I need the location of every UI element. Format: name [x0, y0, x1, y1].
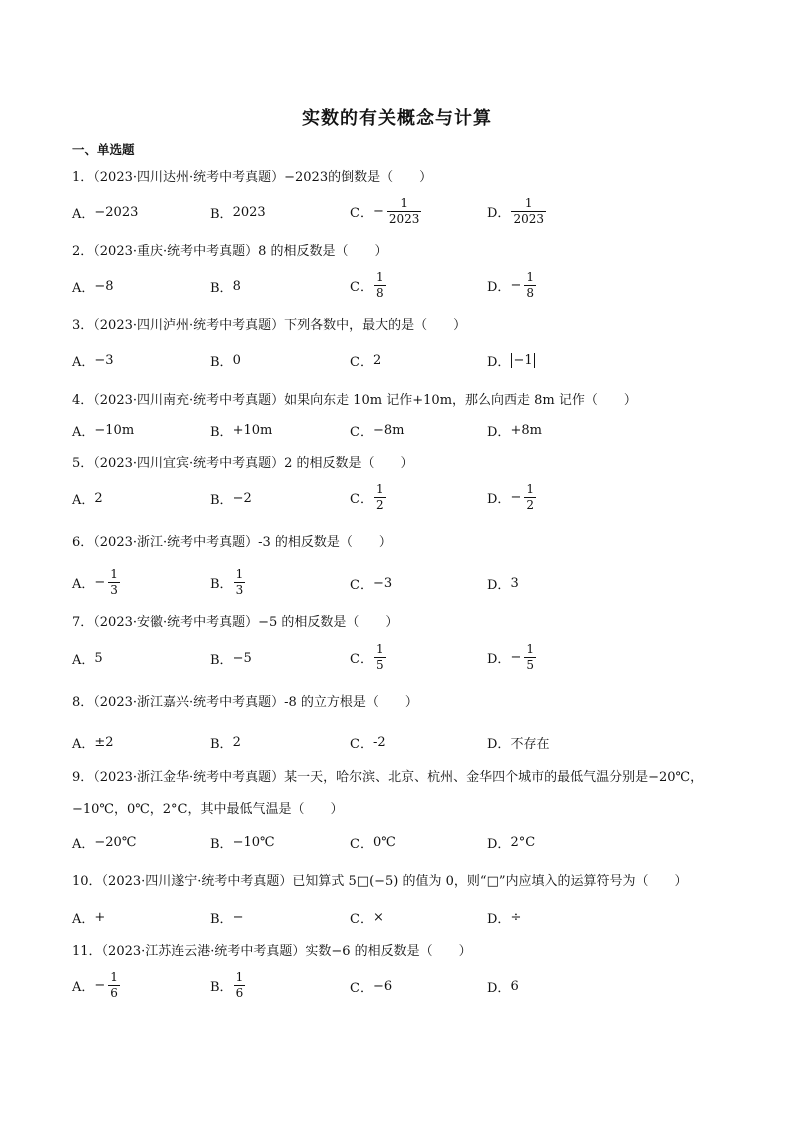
option-value — [510, 197, 546, 226]
option-d[interactable] — [487, 733, 549, 752]
fraction-numerator: 1 — [235, 970, 244, 984]
option-label: A． — [72, 355, 95, 370]
option-d[interactable] — [487, 483, 536, 512]
option-label: C． — [350, 737, 373, 752]
option-label: C． — [350, 578, 373, 593]
fraction-denominator: 2 — [526, 498, 534, 512]
option-a[interactable] — [72, 203, 138, 222]
option-value — [373, 643, 386, 672]
option-value — [233, 971, 246, 1000]
option-value — [94, 491, 102, 506]
fraction-numerator: 1 — [400, 196, 408, 210]
option-value — [94, 423, 134, 438]
option-value — [510, 835, 535, 850]
minus-sign: − — [510, 278, 522, 293]
option-label: C． — [350, 206, 373, 221]
option-c[interactable] — [350, 197, 421, 226]
option-b[interactable] — [210, 277, 241, 296]
option-b[interactable] — [210, 203, 266, 222]
option-value — [94, 835, 136, 850]
option-a[interactable] — [72, 351, 114, 370]
option-text: −2 — [232, 491, 252, 506]
question-stem: 7．（2023·安徽·统考中考真题）−5 的相反数是（ ） — [72, 615, 399, 630]
option-label: D． — [487, 280, 511, 295]
option-a[interactable] — [72, 489, 103, 508]
option-value — [510, 353, 535, 368]
option-text: −3 — [372, 576, 393, 591]
option-text: × — [372, 910, 384, 925]
option-c[interactable] — [350, 908, 384, 927]
option-a[interactable] — [72, 971, 120, 1000]
option-b[interactable] — [210, 971, 245, 1000]
option-text: ±2 — [94, 735, 114, 750]
option-value — [233, 568, 246, 597]
question-stem: 10．（2023·四川遂宁·统考中考真题）已知算式 5□(−5) 的值为 0，则“□”内应填入的运算符号为（ ） — [72, 874, 688, 889]
fraction-numerator: 1 — [526, 482, 534, 496]
option-value — [94, 279, 113, 294]
option-value — [373, 979, 392, 994]
option-value — [373, 353, 381, 368]
option-text: 5 — [94, 651, 103, 666]
option-label: B． — [210, 281, 233, 296]
option-label: A． — [72, 737, 95, 752]
option-c[interactable] — [350, 574, 392, 593]
option-label: C． — [350, 912, 373, 927]
option-d[interactable] — [487, 197, 546, 226]
option-value — [373, 576, 392, 591]
option-label: B． — [210, 837, 233, 852]
option-d[interactable] — [487, 833, 535, 852]
option-c[interactable] — [350, 351, 381, 370]
option-value — [510, 423, 542, 438]
option-text: 0 — [232, 353, 241, 368]
option-label: C． — [350, 981, 373, 996]
fraction — [108, 971, 120, 1000]
option-c[interactable] — [350, 977, 392, 996]
fraction — [524, 483, 536, 512]
option-value — [94, 568, 120, 597]
fraction — [234, 568, 246, 597]
fraction — [108, 568, 120, 597]
option-label: D． — [487, 578, 511, 593]
option-label: A． — [72, 281, 95, 296]
option-label: C． — [350, 355, 373, 370]
fraction-numerator: 1 — [110, 970, 118, 984]
option-label: D． — [487, 981, 511, 996]
option-value — [510, 483, 536, 512]
option-value — [373, 735, 386, 750]
option-label: D． — [487, 355, 511, 370]
option-b[interactable] — [210, 421, 272, 440]
question-stem: 3．（2023·四川泸州·统考中考真题）下列各数中，最大的是（ ） — [72, 318, 467, 333]
question-stem: 2．（2023·重庆·统考中考真题）8 的相反数是（ ） — [72, 244, 388, 259]
option-a[interactable] — [72, 908, 105, 927]
option-a[interactable] — [72, 833, 136, 852]
option-label: A． — [72, 912, 95, 927]
option-a[interactable] — [72, 733, 114, 752]
option-label: A． — [72, 837, 95, 852]
option-text: 6 — [510, 979, 519, 994]
abs-bar-right — [534, 353, 535, 368]
question-stem: 1．（2023·四川达州·统考中考真题）−2023的倒数是（ ） — [72, 170, 433, 185]
option-value — [94, 735, 113, 750]
option-value — [510, 643, 536, 672]
option-value — [373, 483, 386, 512]
fraction-denominator: 5 — [526, 658, 534, 672]
fraction-numerator: 1 — [375, 642, 384, 656]
option-text: − — [232, 910, 244, 925]
option-text: +8m — [510, 423, 542, 438]
option-value — [373, 271, 386, 300]
option-label: A． — [72, 980, 95, 995]
option-label: A． — [72, 207, 95, 222]
option-label: C． — [350, 492, 373, 507]
option-label: B． — [210, 980, 233, 995]
fraction-numerator: 1 — [526, 642, 534, 656]
fraction — [387, 197, 422, 226]
fraction — [234, 971, 246, 1000]
option-text: −10m — [94, 423, 135, 438]
question-stem: 8．（2023·浙江嘉兴·统考中考真题）-8 的立方根是（ ） — [72, 695, 418, 710]
option-label: D． — [487, 737, 511, 752]
option-value — [233, 835, 275, 850]
option-a[interactable] — [72, 421, 134, 440]
option-c[interactable] — [350, 733, 386, 752]
option-label: C． — [350, 280, 373, 295]
option-label: C． — [350, 425, 373, 440]
option-text: −3 — [94, 353, 114, 368]
option-c[interactable] — [350, 833, 396, 852]
fraction — [374, 643, 386, 672]
option-label: A． — [72, 653, 95, 668]
option-value — [510, 910, 521, 925]
option-text: 2 — [94, 491, 103, 506]
option-value — [94, 971, 120, 1000]
option-a[interactable] — [72, 277, 114, 296]
minus-sign: − — [510, 490, 522, 505]
fraction-numerator: 1 — [235, 567, 244, 581]
option-text: 8 — [232, 279, 241, 294]
question-stem: 11．（2023·江苏连云港·统考中考真题）实数−6 的相反数是（ ） — [72, 944, 472, 959]
option-text: ÷ — [510, 910, 522, 925]
option-text: 不存在 — [510, 737, 550, 752]
option-text: −2023 — [94, 205, 139, 220]
option-text: -2 — [372, 735, 386, 750]
option-value — [510, 733, 549, 752]
option-value — [233, 735, 241, 750]
option-value — [233, 651, 252, 666]
question-stem: 5．（2023·四川宜宾·统考中考真题）2 的相反数是（ ） — [72, 456, 414, 471]
option-value — [373, 910, 384, 925]
option-b[interactable] — [210, 568, 245, 597]
fraction-numerator: 1 — [526, 270, 534, 284]
option-label: A． — [72, 425, 95, 440]
option-value — [510, 576, 518, 591]
option-value — [233, 353, 241, 368]
option-a[interactable] — [72, 568, 120, 597]
option-value — [233, 910, 244, 925]
option-label: B． — [210, 912, 233, 927]
option-value — [94, 353, 113, 368]
option-c[interactable] — [350, 643, 386, 672]
option-d[interactable] — [487, 351, 536, 370]
option-d[interactable] — [487, 643, 536, 672]
fraction-denominator: 6 — [110, 986, 118, 1000]
minus-sign: − — [372, 204, 384, 219]
section-heading: 一、单选题 — [72, 142, 135, 157]
fraction — [524, 271, 536, 300]
option-text: −5 — [232, 651, 252, 666]
question-stem: 4．（2023·四川南充·统考中考真题）如果向东走 10m 记作+10m，那么向西走 8m 记作（ ） — [72, 393, 637, 408]
option-text: −8 — [94, 279, 114, 294]
fraction — [511, 197, 546, 226]
option-label: A． — [72, 577, 95, 592]
option-value — [373, 197, 421, 226]
option-label: B． — [210, 737, 233, 752]
option-label: B． — [210, 493, 233, 508]
fraction-denominator: 3 — [235, 583, 244, 597]
option-value — [510, 271, 536, 300]
option-value — [94, 205, 138, 220]
fraction-numerator: 1 — [375, 482, 384, 496]
option-label: D． — [487, 425, 511, 440]
page-title: 实数的有关概念与计算 — [302, 108, 492, 129]
option-d[interactable] — [487, 908, 521, 927]
option-c[interactable] — [350, 483, 386, 512]
option-text: + — [94, 910, 106, 925]
option-label: B． — [210, 355, 233, 370]
fraction-denominator: 8 — [375, 286, 384, 300]
option-label: B． — [210, 207, 233, 222]
option-label: B． — [210, 653, 233, 668]
fraction-denominator: 2023 — [388, 212, 420, 226]
fraction-numerator: 1 — [524, 196, 533, 210]
option-label: A． — [72, 493, 95, 508]
fraction-denominator: 8 — [526, 286, 534, 300]
option-b[interactable] — [210, 908, 243, 927]
option-d[interactable] — [487, 421, 542, 440]
option-text: 2023 — [232, 205, 266, 220]
option-value — [233, 279, 241, 294]
fraction-numerator: 1 — [375, 270, 384, 284]
option-text: −8m — [372, 423, 405, 438]
option-value — [510, 979, 518, 994]
fraction-numerator: 1 — [110, 567, 118, 581]
option-d[interactable] — [487, 271, 536, 300]
option-label: C． — [350, 837, 373, 852]
option-b[interactable] — [210, 833, 275, 852]
fraction-denominator: 2023 — [513, 212, 544, 226]
option-d[interactable] — [487, 977, 519, 996]
option-text: +10m — [232, 423, 273, 438]
option-b[interactable] — [210, 649, 252, 668]
option-b[interactable] — [210, 351, 241, 370]
minus-sign: − — [510, 650, 522, 665]
option-c[interactable] — [350, 421, 404, 440]
option-text: −20℃ — [94, 835, 137, 850]
option-a[interactable] — [72, 649, 103, 668]
abs-value: −1 — [513, 353, 533, 368]
option-label: D． — [487, 837, 511, 852]
option-value — [94, 910, 105, 925]
option-label: B． — [210, 425, 233, 440]
option-label: B． — [210, 577, 233, 592]
option-b[interactable] — [210, 489, 252, 508]
fraction-denominator: 2 — [375, 498, 384, 512]
question-stem: 6．（2023·浙江·统考中考真题）-3 的相反数是（ ） — [72, 535, 392, 550]
option-c[interactable] — [350, 271, 386, 300]
fraction-denominator: 3 — [110, 583, 118, 597]
fraction-denominator: 6 — [235, 986, 244, 1000]
option-label: D． — [487, 652, 511, 667]
question-stem: 9．（2023·浙江金华·统考中考真题）某一天，哈尔滨、北京、杭州、金华四个城市的最低气温分别是−20℃，−10℃，0℃，2°C，其中最低气温是（ ） — [72, 770, 704, 817]
option-b[interactable] — [210, 733, 241, 752]
option-text: −10℃ — [232, 835, 275, 850]
option-text: 2 — [232, 735, 241, 750]
fraction — [374, 483, 386, 512]
fraction — [374, 271, 386, 300]
option-text: −6 — [372, 979, 393, 994]
option-value — [373, 423, 405, 438]
option-value — [94, 651, 102, 666]
option-label: D． — [487, 912, 511, 927]
option-text: 3 — [510, 576, 519, 591]
fraction-denominator: 5 — [375, 658, 384, 672]
option-value — [233, 423, 273, 438]
option-text: 0℃ — [372, 835, 396, 850]
minus-sign: − — [94, 575, 106, 590]
option-value — [233, 205, 266, 220]
option-d[interactable] — [487, 574, 519, 593]
option-label: D． — [487, 206, 511, 221]
option-text: 2°C — [510, 835, 536, 850]
option-value — [373, 835, 396, 850]
option-text: 2 — [372, 353, 382, 368]
option-label: C． — [350, 652, 373, 667]
fraction — [524, 643, 536, 672]
minus-sign: − — [94, 978, 106, 993]
abs-bar-left — [511, 353, 512, 368]
option-label: D． — [487, 492, 511, 507]
option-value — [233, 491, 252, 506]
